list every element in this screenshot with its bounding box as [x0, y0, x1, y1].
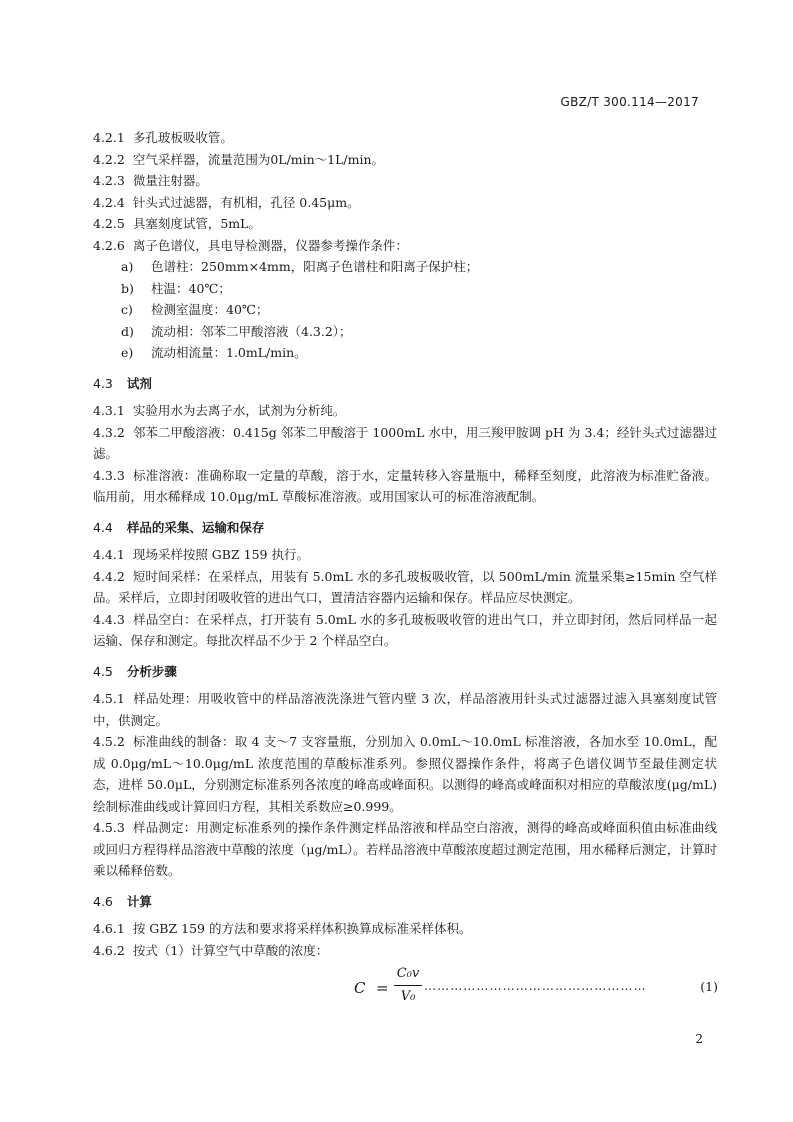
- condition-label: c): [121, 302, 133, 317]
- clause-text: 标准溶液：准确称取一定量的草酸，溶于水，定量转移入容量瓶中，稀释至刻度，此溶液为标准贮备液。临用前，用水稀释成 10.0μg/mL 草酸标准溶液。或用国家认可的标准溶液配制。: [93, 467, 717, 504]
- condition-label: d): [121, 323, 134, 339]
- clause-item: [93, 817, 717, 882]
- condition-label: b): [121, 280, 134, 296]
- clause-number: 4.4.3: [93, 611, 125, 627]
- clause-number: 4.3.2: [93, 424, 125, 440]
- clause-number: 4.2.3: [93, 173, 125, 188]
- items-4-6: [93, 918, 717, 961]
- clause-number: 4.5.3: [93, 820, 125, 835]
- instrument-conditions-list: [93, 256, 717, 364]
- clause-item: [93, 465, 717, 508]
- formula-number: (1): [700, 979, 718, 994]
- condition-item: [93, 342, 717, 364]
- clause-item: [93, 149, 717, 171]
- section-heading-4-3: 4.3 试剂: [93, 375, 152, 391]
- formula-lhs: C: [354, 979, 366, 997]
- fraction-bar: [394, 985, 422, 986]
- condition-item: [93, 321, 717, 343]
- clause-number: 4.2.4: [93, 194, 125, 210]
- formula-leader-dots: ……………………………………………: [424, 979, 647, 993]
- condition-item: [93, 299, 717, 321]
- condition-label: e): [121, 345, 134, 360]
- document-body: [93, 127, 717, 961]
- condition-text: 检测室温度：40℃；: [151, 302, 269, 317]
- items-4-5: [93, 688, 717, 882]
- clause-text: 按式（1）计算空气中草酸的浓度：: [132, 942, 329, 958]
- clause-item: [93, 400, 717, 422]
- formula-equals: =: [376, 979, 389, 997]
- page-number: 2: [695, 1032, 703, 1046]
- clause-number: 4.6.1: [93, 921, 125, 936]
- items-4-2: [93, 127, 717, 256]
- clause-number: 4.4.2: [93, 568, 125, 584]
- formula-1: [354, 964, 718, 1016]
- clause-number: 4.2.6: [93, 237, 125, 253]
- clause-number: 4.2.5: [93, 216, 125, 231]
- clause-item: [93, 731, 717, 817]
- section-heading-4-6: 4.6 计算: [93, 893, 152, 909]
- clause-text: 现场采样按照 GBZ 159 执行。: [132, 547, 309, 562]
- condition-text: 流动相：邻苯二甲酸溶液（4.3.2）；: [151, 323, 352, 339]
- clause-text: 实验用水为去离子水，试剂为分析纯。: [132, 403, 346, 418]
- clause-item: [93, 235, 717, 257]
- clause-item: [93, 192, 717, 214]
- clause-item: [93, 940, 717, 962]
- condition-text: 柱温：40℃；: [151, 280, 231, 296]
- formula-denominator: V₀: [400, 989, 416, 1004]
- condition-text: 色谱柱：250mm×4mm，阳离子色谱柱和阳离子保护柱；: [151, 259, 479, 274]
- clause-text: 邻苯二甲酸溶液：0.415g 邻苯二甲酸溶于 1000mL 水中，用三羧甲胺调 pH 为 3.4；经针头式过滤器过滤。: [93, 424, 717, 461]
- items-4-4: [93, 544, 717, 652]
- clause-item: [93, 170, 717, 192]
- condition-item: [93, 256, 717, 278]
- clause-text: 样品测定：用测定标准系列的操作条件测定样品溶液和样品空白溶液，测得的峰高或峰面积值由标准曲线或回归方程得样品溶液中草酸的浓度（μg/mL）。若样品溶液中草酸浓度超过测定范围，用水稀释后测定，计算时乘以稀释倍数。: [93, 820, 717, 878]
- clause-number: 4.4.1: [93, 547, 125, 562]
- section-heading-4-4: 4.4 样品的采集、运输和保存: [93, 519, 265, 535]
- clause-item: [93, 918, 717, 940]
- condition-item: [93, 278, 717, 300]
- standard-code-header: GBZ/T 300.114—2017: [560, 95, 699, 109]
- clause-item: [93, 688, 717, 731]
- clause-item: [93, 213, 717, 235]
- formula-numerator: C₀v: [396, 966, 420, 981]
- clause-text: 微量注射器。: [132, 173, 208, 188]
- clause-text: 样品空白：在采样点，打开装有 5.0mL 水的多孔玻板吸收管的进出气口，并立即封闭，然后同样品一起运输、保存和测定。每批次样品不少于 2 个样品空白。: [93, 611, 717, 648]
- clause-item: [93, 127, 717, 149]
- clause-item: [93, 544, 717, 566]
- clause-text: 空气采样器，流量范围为0L/min～1L/min。: [132, 151, 385, 167]
- clause-text: 具塞刻度试管，5mL。: [132, 216, 261, 231]
- clause-text: 样品处理：用吸收管中的样品溶液洗涤进气管内壁 3 次，样品溶液用针头式过滤器过滤入具塞刻度试管中，供测定。: [93, 691, 717, 728]
- clause-number: 4.3.3: [93, 467, 125, 483]
- section-heading-4-5: 4.5 分析步骤: [93, 663, 177, 679]
- clause-number: 4.6.2: [93, 942, 125, 958]
- clause-item: [93, 566, 717, 609]
- condition-text: 流动相流量：1.0mL/min。: [151, 345, 307, 360]
- clause-text: 多孔玻板吸收管。: [132, 130, 233, 145]
- clause-item: [93, 422, 717, 465]
- items-4-3: [93, 400, 717, 508]
- clause-number: 4.5.2: [93, 734, 125, 749]
- condition-label: a): [121, 259, 134, 274]
- clause-text: 按 GBZ 159 的方法和要求将采样体积换算成标准采样体积。: [132, 921, 472, 936]
- clause-item: [93, 609, 717, 652]
- formula-fraction: [394, 964, 422, 1006]
- clause-text: 离子色谱仪，具电导检测器，仪器参考操作条件：: [132, 237, 408, 253]
- clause-number: 4.2.2: [93, 151, 125, 167]
- clause-text: 针头式过滤器，有机相，孔径 0.45μm。: [132, 194, 360, 210]
- clause-text: 短时间采样：在采样点，用装有 5.0mL 水的多孔玻板吸收管，以 500mL/min 流量采集≥15min 空气样品。采样后，立即封闭吸收管的进出气口，置清洁容器内运输和保存。样品应尽快测定。: [93, 568, 717, 605]
- clause-number: 4.3.1: [93, 403, 125, 418]
- clause-text: 标准曲线的制备：取 4 支～7 支容量瓶，分别加入 0.0mL～10.0mL 标准溶液，各加水至 10.0mL，配成 0.0μg/mL～10.0μg/mL 浓度范围的草酸标准系列。参照仪器操作条件，将离子色谱仪调节至最佳测定状态，进样 50.0μL，分别测定标准系列各浓度的峰高或峰面积。以测得的峰高或峰面积对相应的草酸浓度(μg/mL)绘制标准曲线或计算回归方程，其相关系数应≥0.999。: [93, 734, 717, 814]
- clause-number: 4.5.1: [93, 691, 125, 706]
- clause-number: 4.2.1: [93, 130, 125, 145]
